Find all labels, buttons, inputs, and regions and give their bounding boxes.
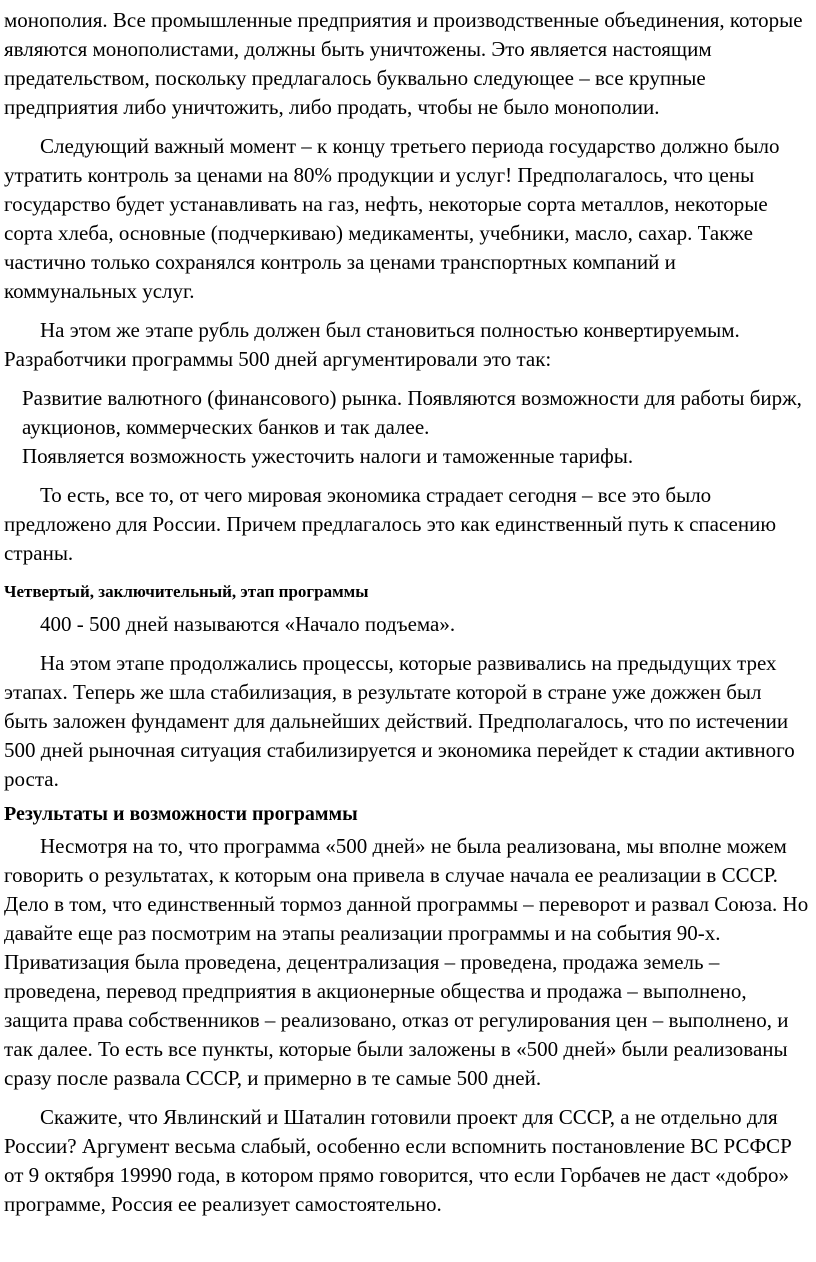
document-page bbox=[0, 6, 816, 1219]
heading-results: Результаты и возможности программы bbox=[4, 803, 358, 825]
paragraph-days-400-500: 400 - 500 дней называются «Начало подъема». bbox=[40, 612, 456, 636]
list-item-taxes-tariffs: Появляется возможность ужесточить налоги и таможенные тарифы. bbox=[22, 444, 634, 468]
list-item-currency-market: Развитие валютного (финансового) рынка. Появляются возможности для работы бирж, аукционов, коммерческих банков и так далее. bbox=[22, 386, 802, 439]
paragraph-price-control: Следующий важный момент – к концу третьего периода государство должно было утратить контроль за ценами на 80% продукции и услуг! Предполагалось, что цены государство будет устанавливать на газ, нефть, некоторые сорта металлов, некоторые сорта хлеба, основные (подчеркиваю) медикаменты, учебники, масло, сахар. Также частично только сохранялся контроль за ценами транспортных компаний и коммунальных услуг. bbox=[4, 134, 780, 303]
heading-fourth-stage: Четвертый, заключительный, этап программы bbox=[4, 582, 369, 601]
paragraph-world-economy: То есть, все то, от чего мировая экономика страдает сегодня – все это было предложено для России. Причем предлагалось это как единственный путь к спасению страны. bbox=[4, 483, 777, 565]
paragraph-yavlinsky-shatalin: Скажите, что Явлинский и Шаталин готовили проект для СССР, а не отдельно для России? Аргумент весьма слабый, особенно если вспомнить постановление ВС РСФСР от 9 октября 19990 года, в котором прямо говорится, что если Горбачев не даст «добро» программе, Россия ее реализует самостоятельно. bbox=[4, 1105, 792, 1216]
paragraph-ruble-convertible: На этом же этапе рубль должен был становиться полностью конвертируемым. Разработчики программы 500 дней аргументировали это так: bbox=[4, 318, 740, 371]
paragraph-monopoly: монополия. Все промышленные предприятия и производственные объединения, которые являются монополистами, должны быть уничтожены. Это является настоящим предательством, поскольку предлагалось буквально следующее – все крупные предприятия либо уничтожить, либо продать, чтобы не было монополии. bbox=[4, 8, 803, 119]
paragraph-stabilization: На этом этапе продолжались процессы, которые развивались на предыдущих трех этапах. Теперь же шла стабилизация, в результате которой в стране уже дожжен был быть заложен фундамент для дальнейших действий. Предполагалось, что по истечении 500 дней рыночная ситуация стабилизируется и экономика перейдет к стадии активного роста. bbox=[4, 651, 795, 791]
paragraph-results: Несмотря на то, что программа «500 дней» не была реализована, мы вполне можем говорить о результатах, к которым она привела в случае начала ее реализации в СССР. Дело в том, что единственный тормоз данной программы – переворот и развал Союза. Но давайте еще раз посмотрим на этапы реализации программы и на события 90-х. Приватизация была проведена, децентрализация – проведена, продажа земель – проведена, перевод предприятия в акционерные общества и продажа – выполнено, защита права собственников – реализовано, отказ от регулирования цен – выполнено, и так далее. То есть все пункты, которые были заложены в «500 дней» были реализованы сразу после развала СССР, и примерно в те самые 500 дней. bbox=[4, 834, 809, 1090]
